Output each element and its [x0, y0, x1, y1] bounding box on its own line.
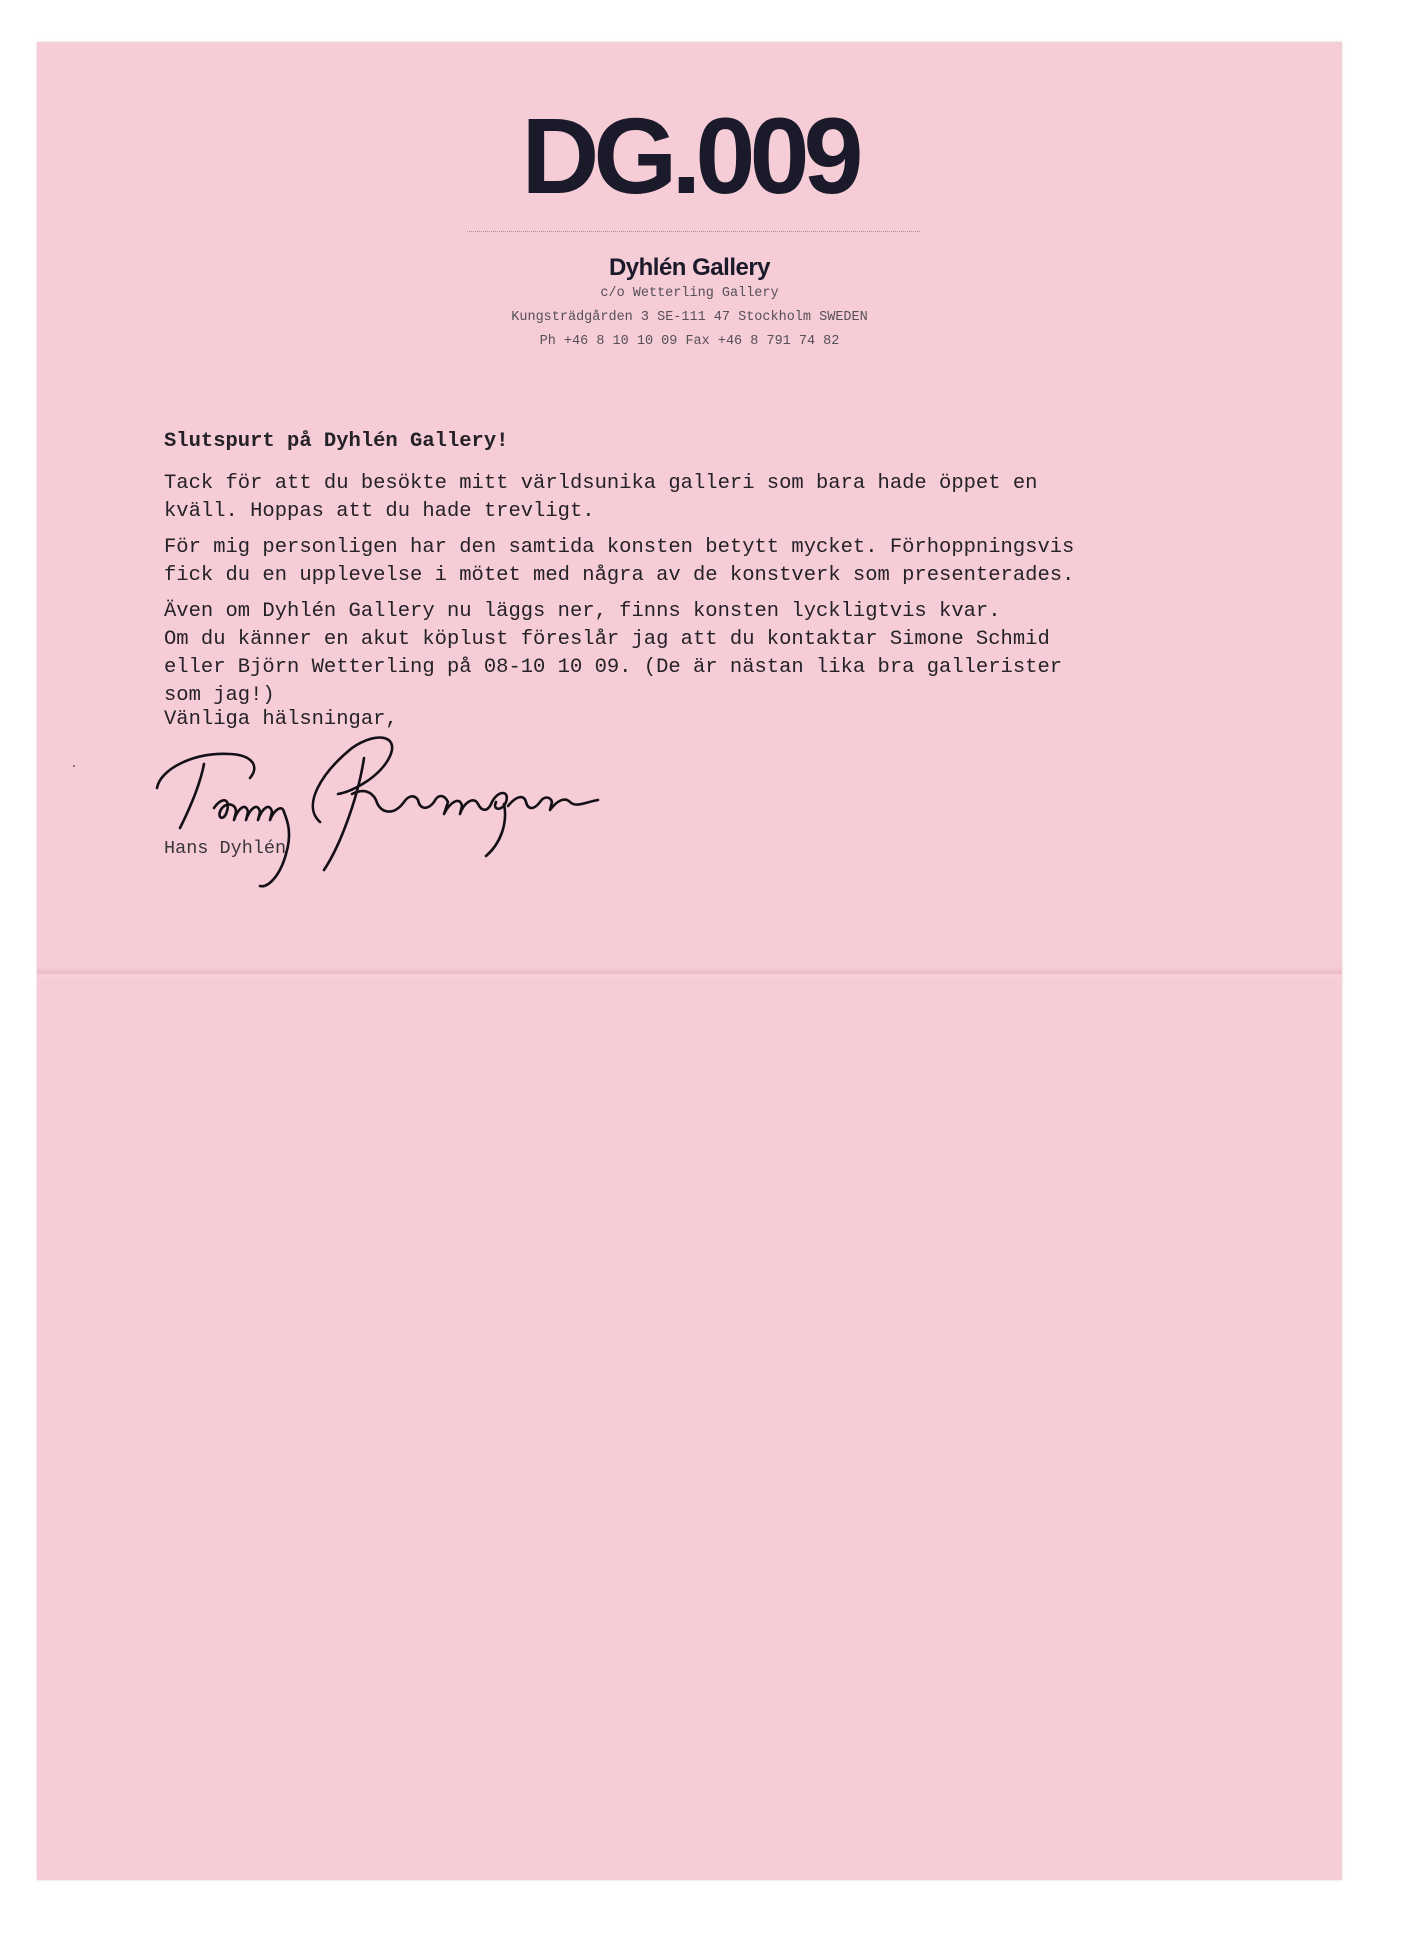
gallery-logo: DG.009: [521, 95, 858, 216]
address-line-1: c/o Wetterling Gallery: [600, 286, 779, 301]
address-line-2: Kungsträdgården 3 SE-111 47 Stockholm SWEDEN: [511, 310, 868, 325]
letter-paragraph-2: För mig personligen har den samtida konsten betytt mycket. Förhoppningsvis fick du en upplevelse i mötet med några av de konstverk som presenterades.: [164, 536, 1075, 587]
letter-sheet: [37, 42, 1342, 1880]
letter-closing: Vänliga hälsningar,: [164, 708, 398, 731]
paper-speck: [73, 765, 75, 767]
letter-paragraph-1: Tack för att du besökte mitt världsunika galleri som bara hade öppet en kväll. Hoppas att du hade trevligt.: [164, 472, 1038, 523]
letter-paragraph-3: Även om Dyhlén Gallery nu läggs ner, finns konsten lyckligtvis kvar. Om du känner en akut köplust föreslår jag att du kontaktar Simone Schmid eller Björn Wetterling på 08-10 10 09. (De är nästan lika bra gallerister som jag!): [164, 600, 1063, 707]
letter-subject: Slutspurt på Dyhlén Gallery!: [164, 430, 509, 453]
letterhead-divider: [467, 231, 920, 232]
address-line-3: Ph +46 8 10 10 09 Fax +46 8 791 74 82: [539, 334, 840, 349]
paper-fold: [37, 967, 1342, 981]
letter-signer: Hans Dyhlén: [164, 838, 287, 859]
handwritten-signature: [152, 730, 652, 905]
gallery-name: Dyhlén Gallery: [608, 254, 771, 281]
